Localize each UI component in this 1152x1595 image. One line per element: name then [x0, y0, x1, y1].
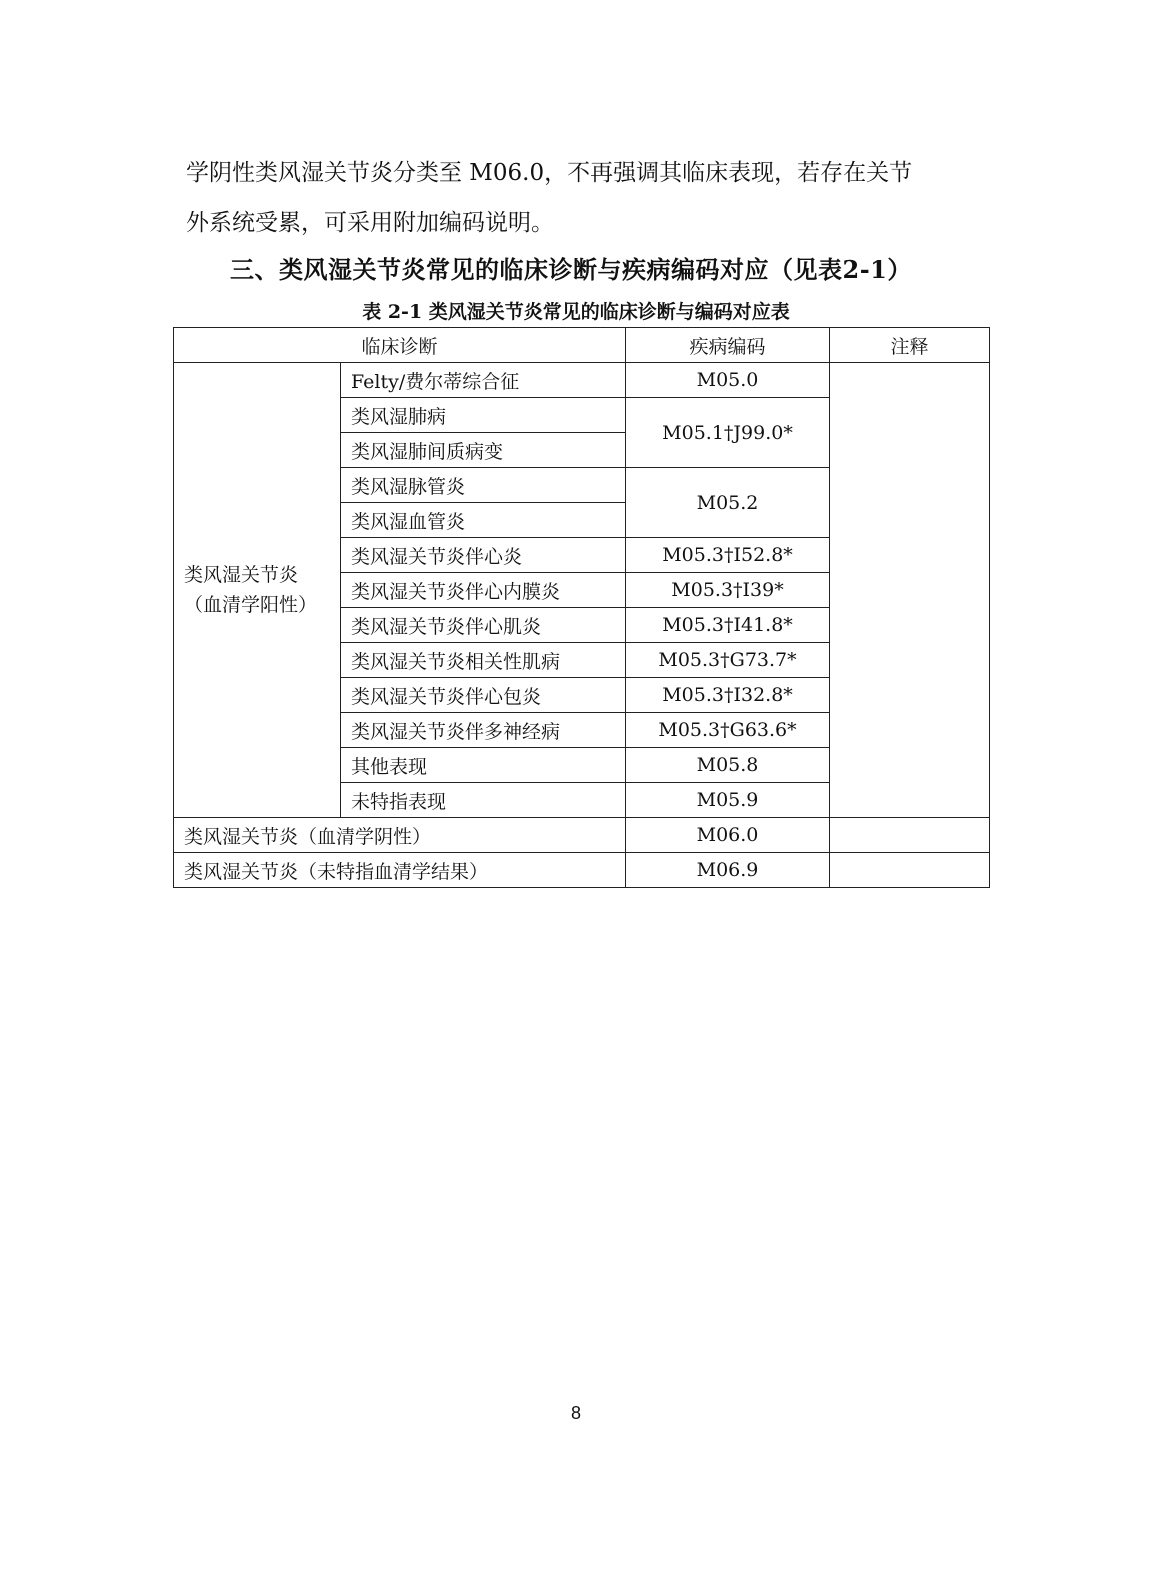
diagnosis-cell: Felty/费尔蒂综合征: [341, 363, 626, 398]
diagnosis-cell: 类风湿肺间质病变: [341, 433, 626, 468]
diagnosis-cell: 类风湿关节炎伴多神经病: [341, 713, 626, 748]
note-cell: [830, 853, 990, 888]
table-row: [174, 818, 990, 853]
code-cell: M05.3†G73.7*: [626, 643, 830, 678]
diagnosis-cell: 类风湿关节炎（血清学阴性）: [174, 818, 626, 853]
diagnosis-cell: 类风湿关节炎伴心肌炎: [341, 608, 626, 643]
code-cell: M05.3†I52.8*: [626, 538, 830, 573]
code-cell: M05.0: [626, 363, 830, 398]
table-caption: 表 2-1 类风湿关节炎常见的临床诊断与编码对应表: [362, 301, 790, 323]
code-cell: M05.8: [626, 748, 830, 783]
code-cell: M05.3†I32.8*: [626, 678, 830, 713]
note-cell: [830, 818, 990, 853]
header-note: 注释: [830, 328, 990, 363]
page-number: 8: [570, 1403, 581, 1423]
paragraph-line-2: 外系统受累，可采用附加编码说明。: [186, 210, 554, 236]
table-row: [174, 853, 990, 888]
diagnosis-cell: 其他表现: [341, 748, 626, 783]
code-cell: M05.1†J99.0*: [626, 398, 830, 468]
code-cell: M05.3†I41.8*: [626, 608, 830, 643]
code-cell: M06.9: [626, 853, 830, 888]
diagnosis-cell: 类风湿关节炎伴心包炎: [341, 678, 626, 713]
diagnosis-cell: 类风湿肺病: [341, 398, 626, 433]
body-paragraph: [186, 148, 966, 248]
diagnosis-cell: 类风湿关节炎伴心内膜炎: [341, 573, 626, 608]
diagnosis-code-table: [173, 327, 990, 888]
diagnosis-cell: 类风湿脉管炎: [341, 468, 626, 503]
section-heading: 三、类风湿关节炎常见的临床诊断与疾病编码对应（见表2-1）: [230, 255, 912, 284]
code-cell: M05.3†I39*: [626, 573, 830, 608]
header-code: 疾病编码: [626, 328, 830, 363]
group-label-line-1: 类风湿关节炎: [184, 564, 299, 586]
code-cell: M06.0: [626, 818, 830, 853]
code-cell: M05.9: [626, 783, 830, 818]
paragraph-line-1: 学阴性类风湿关节炎分类至 M06.0，不再强调其临床表现，若存在关节: [186, 160, 913, 186]
code-cell: M05.3†G63.6*: [626, 713, 830, 748]
header-diagnosis: 临床诊断: [174, 328, 626, 363]
note-cell: [830, 363, 990, 818]
table-row: [174, 363, 990, 398]
diagnosis-cell: 类风湿血管炎: [341, 503, 626, 538]
group-label-line-2: （血清学阳性）: [184, 594, 318, 616]
diagnosis-cell: 未特指表现: [341, 783, 626, 818]
table-header-row: [174, 328, 990, 363]
diagnosis-cell: 类风湿关节炎相关性肌病: [341, 643, 626, 678]
group-label-seropositive: [174, 363, 341, 818]
diagnosis-cell: 类风湿关节炎（未特指血清学结果）: [174, 853, 626, 888]
diagnosis-cell: 类风湿关节炎伴心炎: [341, 538, 626, 573]
code-cell: M05.2: [626, 468, 830, 538]
